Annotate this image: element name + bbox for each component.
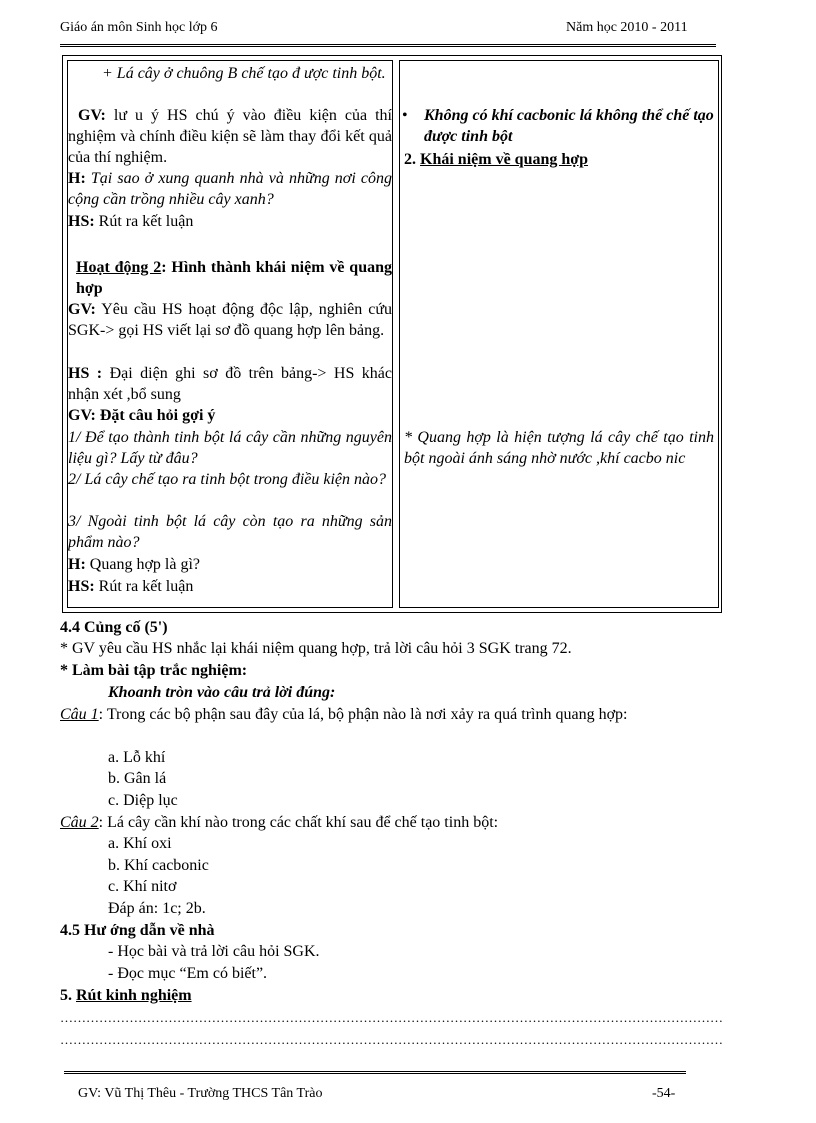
activity-heading xyxy=(68,257,392,299)
homework-item: - Đọc mục “Em có biết”. xyxy=(108,965,268,982)
instruction-text: Khoanh tròn vào câu trả lời đúng: xyxy=(108,684,336,701)
footer-author: GV: Vũ Thị Thêu - Trường THCS Tân Trào xyxy=(78,1086,323,1101)
content-column xyxy=(399,60,719,608)
footer-divider xyxy=(64,1071,686,1074)
guide-question: 1/ Để tạo thành tinh bột lá cây cần những nguyên liệu gì? Lấy từ đâu? xyxy=(68,429,392,467)
section-5-title xyxy=(60,985,728,1007)
answer-key: Đáp án: 1c; 2b. xyxy=(108,900,206,917)
lesson-table xyxy=(62,55,722,613)
table-text: Tại sao ở xung quanh nhà và những nơi công cộng cần trồng nhiều cây xanh? xyxy=(68,170,392,208)
activity-column xyxy=(67,60,393,608)
gv-label: GV: xyxy=(68,301,96,318)
table-text: Rút ra kết luận xyxy=(94,578,194,595)
exercise-heading: * Làm bài tập trắc nghiệm: xyxy=(60,662,248,679)
table-paragraph xyxy=(68,168,392,210)
homework-item: - Học bài và trả lời câu hỏi SGK. xyxy=(108,943,320,960)
question-label: Câu 2 xyxy=(60,814,99,831)
table-paragraph xyxy=(68,105,392,168)
gv-question-heading: GV: Đặt câu hỏi gợi ý xyxy=(68,407,216,424)
conclusion-text: Không có khí cacbonic lá không thể chế tạo được tinh bột xyxy=(424,107,714,145)
header-title: Giáo án môn Sinh học lớp 6 xyxy=(60,20,218,35)
section-number: 5. xyxy=(60,987,76,1004)
section-4-5-title: 4.5 Hư ớng dẫn về nhà xyxy=(60,922,215,939)
hs-label: HS: xyxy=(68,213,95,230)
table-paragraph xyxy=(68,211,392,232)
table-paragraph xyxy=(68,576,392,597)
question-text: : Trong các bộ phận sau đây của lá, bộ phận nào là nơi xảy ra quá trình quang hợp: xyxy=(98,706,628,723)
page-number: -54- xyxy=(652,1086,676,1101)
answer-option: b. Khí cacbonic xyxy=(108,857,209,874)
question-1 xyxy=(60,704,728,726)
h-label: H: xyxy=(68,170,86,187)
answer-option: b. Gân lá xyxy=(108,770,167,787)
hs-label: HS: xyxy=(68,578,95,595)
question-2 xyxy=(60,812,728,834)
h-label: H: xyxy=(68,556,86,573)
table-text: Đại diện ghi sơ đồ trên bảng-> HS khác nhận xét ,bổ sung xyxy=(68,365,393,403)
activity-title: : Hình thành khái niệm về quang hợp xyxy=(76,259,392,297)
definition-text: * Quang hợp là hiện tượng lá cây chế tạo tinh bột ngoài ánh sáng nhờ nước ,khí cacbo nic xyxy=(404,429,714,467)
section-title: Khái niệm về quang hợp xyxy=(420,151,589,168)
section-number: 2. xyxy=(404,151,420,168)
table-paragraph xyxy=(68,363,392,405)
bullet-icon: • xyxy=(402,107,408,124)
guide-question: 2/ Lá cây chế tạo ra tinh bột trong điều kiện nào? xyxy=(68,471,387,488)
table-text: Quang hợp là gì? xyxy=(85,556,200,573)
answer-option: c. Diệp lục xyxy=(108,792,178,809)
body-line: * GV yêu cầu HS nhắc lại khái niệm quang hợp, trả lời câu hỏi 3 SGK trang 72. xyxy=(60,640,572,657)
notes-line: ……………………………………………………………………………………………………………………………………… xyxy=(60,1032,723,1047)
table-text: Yêu cầu HS hoạt động độc lập, nghiên cứu SGK-> gọi HS viết lại sơ đồ quang hợp lên bảng. xyxy=(68,301,392,339)
table-paragraph xyxy=(68,299,392,341)
table-paragraph xyxy=(68,554,392,575)
hs-label: HS : xyxy=(68,365,103,382)
guide-question: 3/ Ngoài tinh bột lá cây còn tạo ra những sản phẩm nào? xyxy=(68,513,392,551)
question-label: Câu 1 xyxy=(60,706,99,723)
header-divider xyxy=(60,44,716,47)
section-heading xyxy=(404,149,714,170)
section-title: Rút kinh nghiệm xyxy=(76,987,192,1004)
table-text: Rút ra kết luận xyxy=(94,213,194,230)
answer-option: a. Khí oxi xyxy=(108,835,172,852)
section-4-4-title: 4.4 Củng cố (5') xyxy=(60,619,168,636)
question-text: : Lá cây cần khí nào trong các chất khí sau để chế tạo tinh bột: xyxy=(98,814,499,831)
gv-label: GV: xyxy=(78,107,106,124)
table-text: lư u ý HS chú ý vào điều kiện của thí nghiệm và chính điều kiện sẽ làm thay đổi kết quả của thí nghiệm. xyxy=(68,107,392,166)
answer-option: a. Lỗ khí xyxy=(108,749,166,766)
header-year: Năm học 2010 - 2011 xyxy=(566,20,688,35)
activity-label: Hoạt động 2 xyxy=(76,259,162,276)
table-line: + Lá cây ở chuông B chế tạo đ ược tinh bột. xyxy=(102,65,386,82)
notes-line: ……………………………………………………………………………………………………………………………………… xyxy=(60,1010,723,1025)
answer-option: c. Khí nitơ xyxy=(108,878,177,895)
